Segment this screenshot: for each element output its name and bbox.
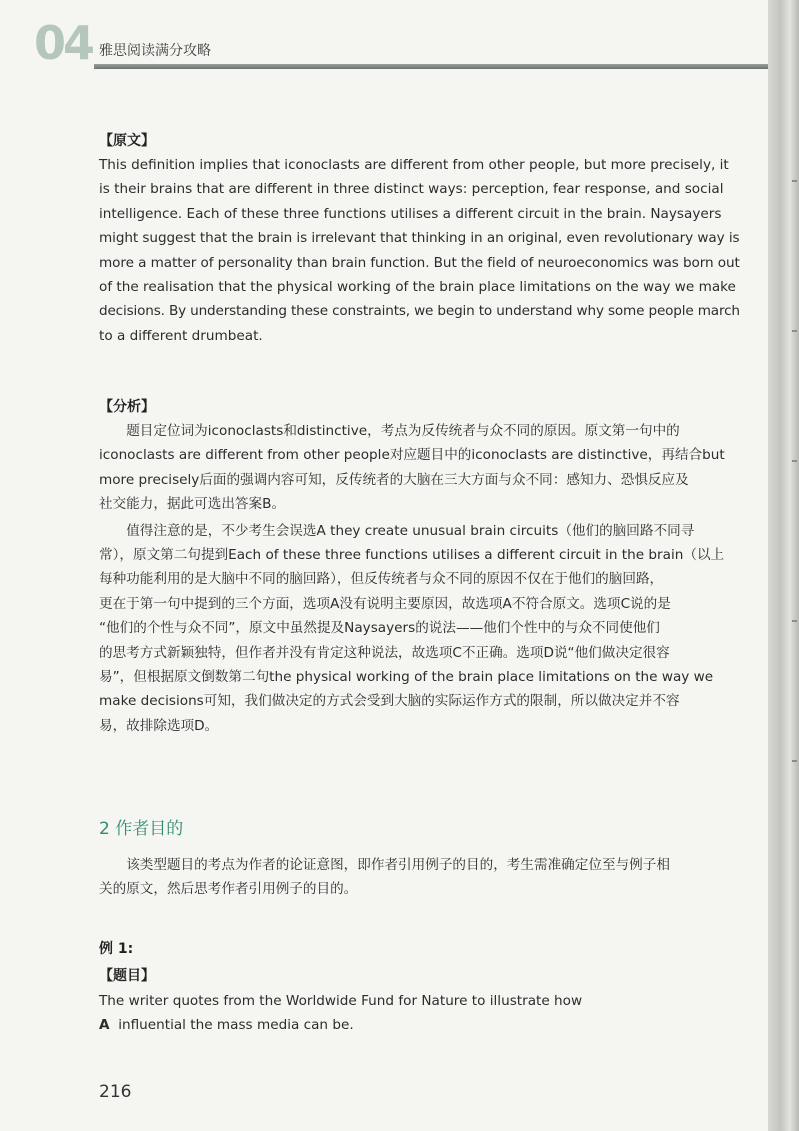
section-intro-line: 关的原文，然后思考作者引用例子的目的。 [99, 881, 358, 898]
original-line: might suggest that the brain is irrelevant that thinking in an original, even revolutionary way is [99, 230, 740, 247]
example-block [99, 939, 740, 1038]
analysis-line: 易”，但根据原文倒数第二句the physical working of the brain place limitations on the way we [99, 669, 714, 686]
question-label: 【题目】 [99, 968, 155, 984]
analysis-line: 更在于第一句中提到的三个方面，选项A没有说明主要原因，故选项A不符合原文。选项C说的是 [99, 595, 671, 612]
analysis-line: 每种功能利用的是大脑中不同的脑回路），但反传统者与众不同的原因不仅在于他们的脑回路， [99, 571, 664, 588]
original-line: intelligence. Each of these three functions utilises a different circuit in the brain. Naysayers [99, 205, 722, 222]
section-title: 2 作者目的 [99, 819, 184, 839]
question-line: The writer quotes from the Worldwide Fund for Nature to illustrate how [99, 993, 583, 1009]
section-intro-line: 该类型题目的考点为作者的论证意图，即作者引用例子的目的，考生需准确定位至与例子相 [126, 857, 670, 873]
analysis-paragraph-1 [99, 419, 740, 517]
analysis-line: “他们的个性与众不同”，原文中虽然提及Naysayers的说法——他们个性中的与众不同使他们 [99, 620, 660, 637]
analysis-line: 题目定位词为iconoclasts和distinctive，考点为反传统者与众不同的原因。原文第一句中的 [126, 423, 680, 439]
analysis-label: 【分析】 [99, 399, 155, 415]
original-text-paragraph [99, 153, 740, 348]
analysis-block [99, 397, 740, 738]
running-header-title: 雅思阅读满分攻略 [99, 43, 211, 59]
analysis-line: make decisions可知，我们做决定的方式会受到大脑的实际运作方式的限制，所以做决定并不容 [99, 693, 680, 710]
section-intro [99, 853, 740, 902]
original-line: decisions. By understanding these constraints, we begin to understand why some people march [99, 303, 740, 320]
analysis-line: 易，故排除选项D。 [99, 717, 219, 734]
original-line: to a different drumbeat. [99, 327, 263, 344]
analysis-line: 的思考方式新颖独特，但作者并没有肯定这种说法，故选项C不正确。选项D说“他们做决定很容 [99, 644, 670, 661]
original-line: is their brains that are different in three distinct ways: perception, fear response, and social [99, 181, 724, 198]
book-spine-edge [768, 0, 799, 1131]
analysis-line: more precisely后面的强调内容可知，反传统者的大脑在三大方面与众不同：感知力、恐惧反应及 [99, 471, 689, 488]
option-a-letter: A [99, 1017, 110, 1034]
analysis-line: 值得注意的是，不少考生会误选A they create unusual brain circuits（他们的脑回路不同寻 [126, 522, 695, 539]
analysis-paragraph-2 [99, 519, 740, 739]
header-rule [94, 64, 788, 69]
analysis-line: iconoclasts are different from other people对应题目中的iconoclasts are distinctive，再结合but [99, 447, 725, 464]
option-a-text: influential the mass media can be. [118, 1017, 354, 1034]
example-label: 例 1: [99, 941, 134, 957]
page-number: 216 [99, 1082, 132, 1102]
original-line: more a matter of personality than brain function. But the field of neuroeconomics was born out [99, 254, 740, 271]
question-text [99, 989, 740, 1038]
chapter-number: 04 [34, 16, 93, 70]
original-line: This definition implies that iconoclasts are different from other people, but more precisely, it [99, 157, 729, 173]
analysis-line: 社交能力，据此可选出答案B。 [99, 496, 286, 513]
original-text-label: 【原文】 [99, 133, 155, 149]
option-a [99, 1013, 740, 1037]
original-text-block [99, 131, 740, 348]
original-line: of the realisation that the physical working of the brain place limitations on the way we make [99, 279, 736, 296]
analysis-line: 常），原文第二句提到Each of these three functions utilises a different circuit in the brain（以上 [99, 547, 725, 564]
